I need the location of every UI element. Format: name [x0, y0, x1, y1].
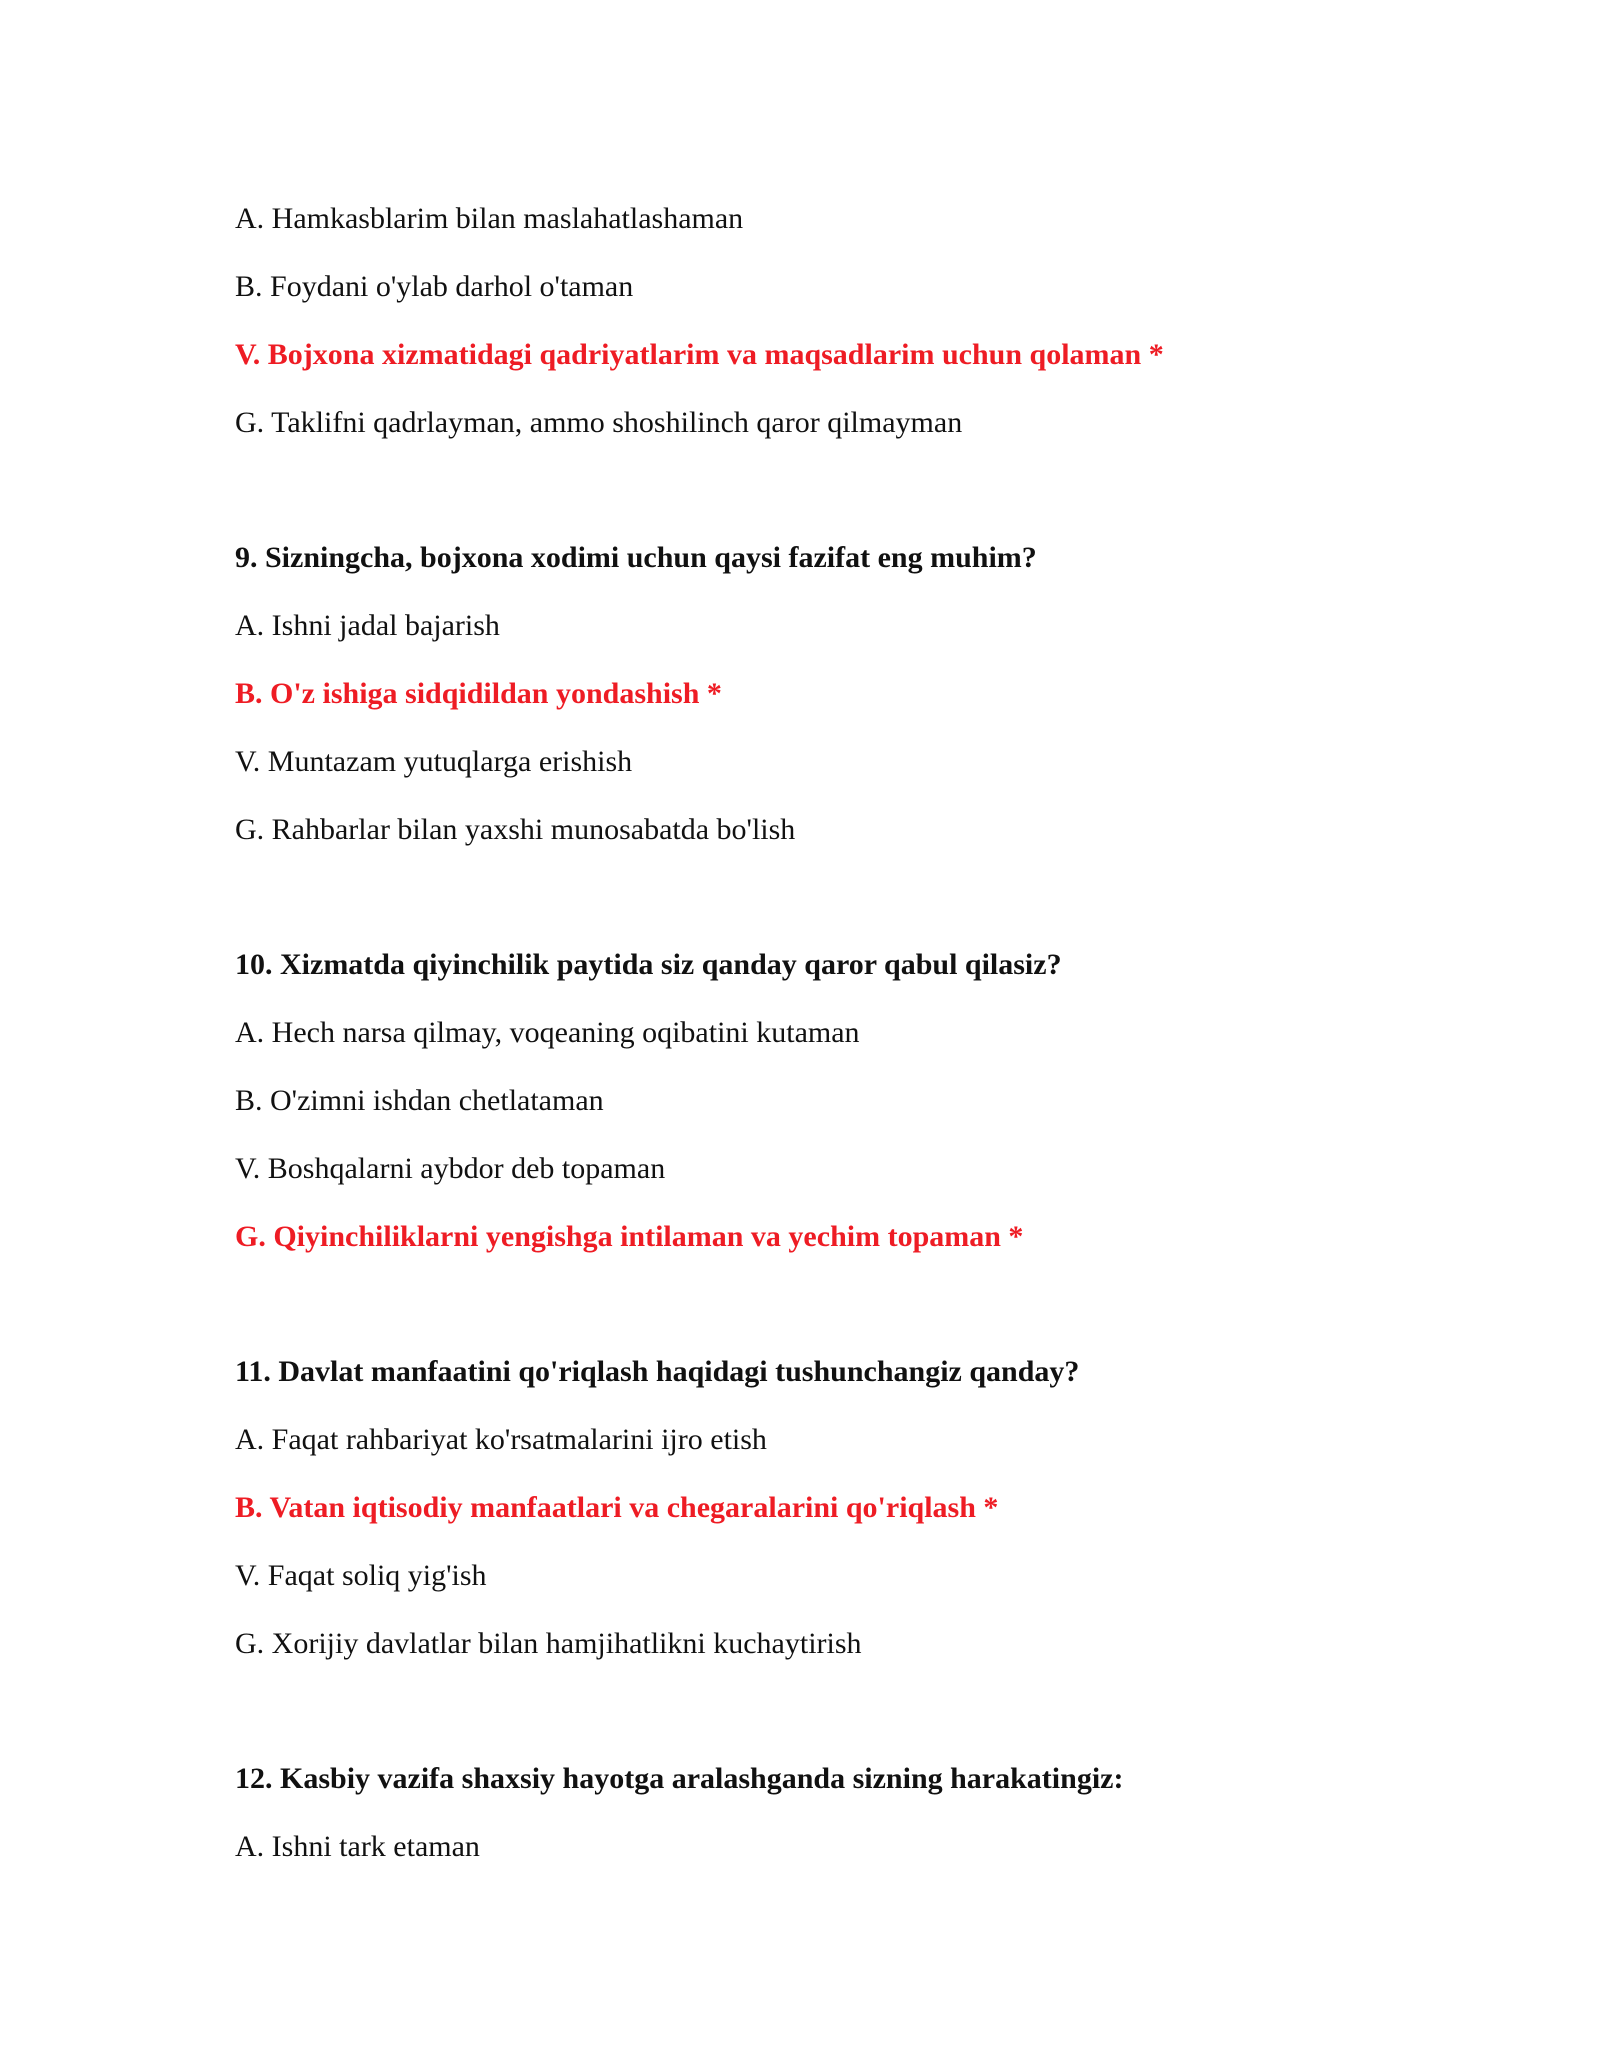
answer-option-b: B. O'zimni ishdan chetlataman — [235, 1084, 604, 1117]
question-block-8 — [235, 185, 1415, 457]
block-spacer — [235, 457, 1415, 524]
answer-option-a: A. Hech narsa qilmay, voqeaning oqibatini kutaman — [235, 1016, 860, 1049]
question-block-11 — [235, 1338, 1415, 1678]
question-heading: 12. Kasbiy vazifa shaxsiy hayotga aralashganda sizning harakatingiz: — [235, 1762, 1124, 1795]
block-spacer — [235, 864, 1415, 931]
question-block-9 — [235, 524, 1415, 864]
correct-answer-option-b: B. Vatan iqtisodiy manfaatlari va chegaralarini qo'riqlash * — [235, 1491, 999, 1524]
correct-answer-option-b: B. O'z ishiga sidqidildan yondashish * — [235, 677, 722, 710]
question-heading: 11. Davlat manfaatini qo'riqlash haqidagi tushunchangiz qanday? — [235, 1355, 1080, 1388]
answer-option-b: B. Foydani o'ylab darhol o'taman — [235, 270, 634, 303]
answer-option-a: A. Ishni jadal bajarish — [235, 609, 500, 642]
quiz-content — [235, 185, 1415, 1881]
answer-option-v: V. Faqat soliq yig'ish — [235, 1559, 487, 1592]
answer-option-v: V. Muntazam yutuqlarga erishish — [235, 745, 633, 778]
answer-option-a: A. Hamkasblarim bilan maslahatlashaman — [235, 202, 744, 235]
answer-option-g: G. Taklifni qadrlayman, ammo shoshilinch qaror qilmayman — [235, 406, 963, 439]
answer-option-a: A. Faqat rahbariyat ko'rsatmalarini ijro etish — [235, 1423, 767, 1456]
correct-answer-option-g: G. Qiyinchiliklarni yengishga intilaman va yechim topaman * — [235, 1220, 1024, 1253]
answer-option-v: V. Boshqalarni aybdor deb topaman — [235, 1152, 666, 1185]
block-spacer — [235, 1271, 1415, 1338]
question-heading: 10. Xizmatda qiyinchilik paytida siz qanday qaror qabul qilasiz? — [235, 948, 1062, 981]
answer-option-a: A. Ishni tark etaman — [235, 1830, 480, 1863]
answer-option-g: G. Rahbarlar bilan yaxshi munosabatda bo'lish — [235, 813, 796, 846]
correct-answer-option-v: V. Bojxona xizmatidagi qadriyatlarim va maqsadlarim uchun qolaman * — [235, 338, 1164, 371]
block-spacer — [235, 1678, 1415, 1745]
question-block-10 — [235, 931, 1415, 1271]
question-block-12 — [235, 1745, 1415, 1881]
answer-option-g: G. Xorijiy davlatlar bilan hamjihatlikni kuchaytirish — [235, 1627, 862, 1660]
question-heading: 9. Sizningcha, bojxona xodimi uchun qaysi fazifat eng muhim? — [235, 541, 1037, 574]
